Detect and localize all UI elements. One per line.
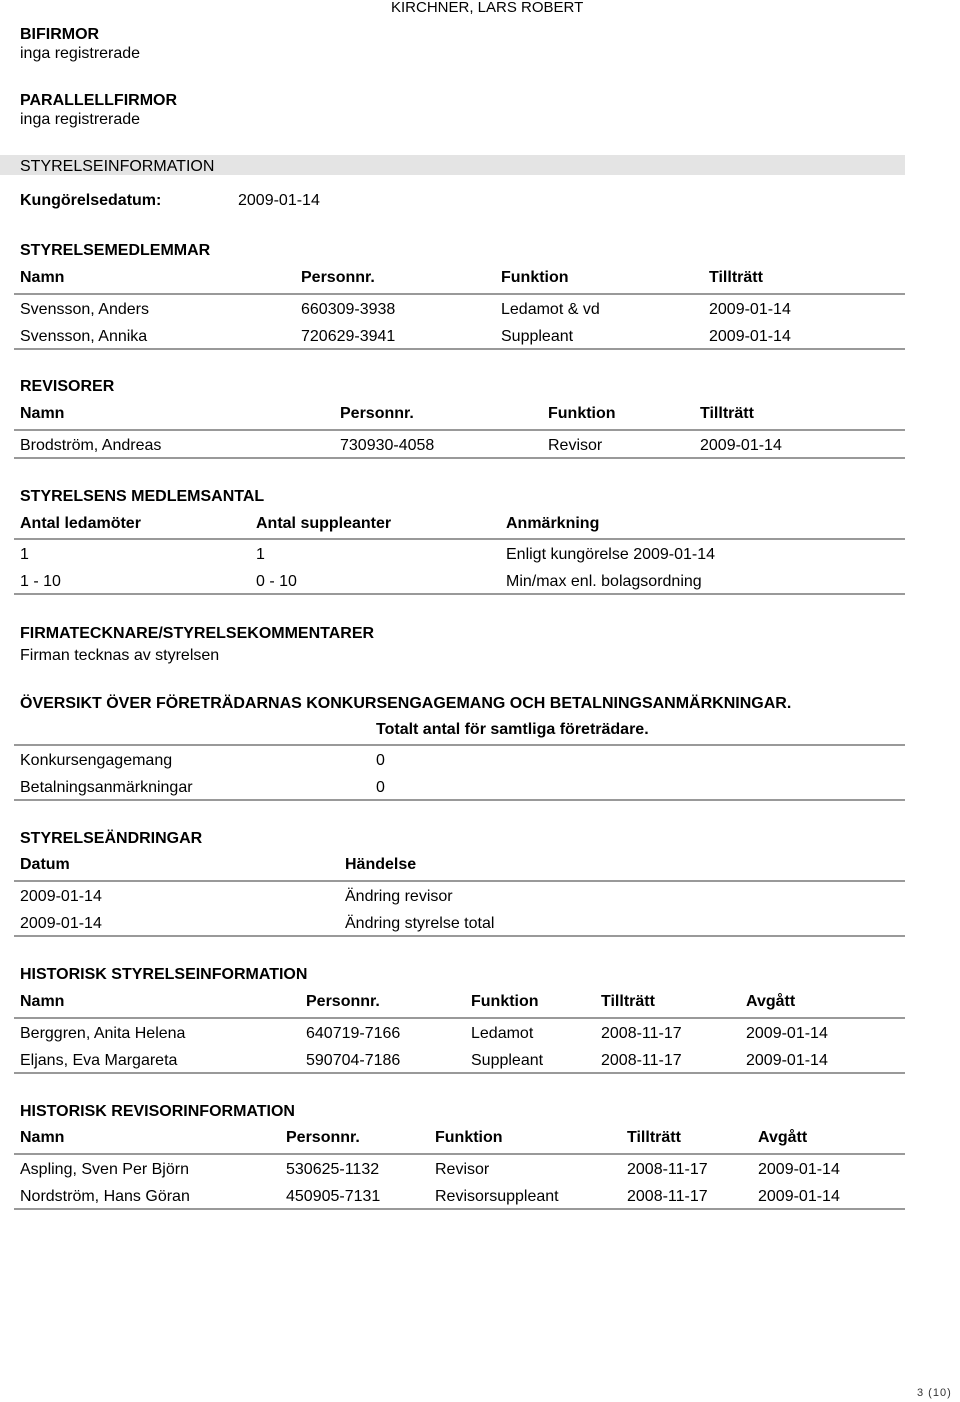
col-anmarkning: Anmärkning — [506, 515, 600, 532]
table-cell: Ledamot & vd — [501, 301, 600, 318]
table-cell: 1 - 10 — [20, 573, 61, 590]
table-cell: 2008-11-17 — [627, 1188, 708, 1205]
table-cell: Aspling, Sven Per Björn — [20, 1161, 189, 1178]
table-cell: Nordström, Hans Göran — [20, 1188, 190, 1205]
table-cell: Revisorsuppleant — [435, 1188, 559, 1205]
col-personnr: Personnr. — [301, 269, 375, 286]
table-cell: 640719-7166 — [306, 1025, 401, 1042]
col-tilltratt: Tillträtt — [601, 993, 655, 1010]
table-cell: 530625-1132 — [286, 1161, 380, 1178]
table-cell: 2008-11-17 — [601, 1025, 682, 1042]
col-datum: Datum — [20, 856, 70, 873]
table-cell: Berggren, Anita Helena — [20, 1025, 186, 1042]
table-cell: 720629-3941 — [301, 328, 396, 345]
styrelseandringar-title: STYRELSEÄNDRINGAR — [20, 830, 203, 847]
col-funktion: Funktion — [435, 1129, 503, 1146]
table-cell: Ledamot — [471, 1025, 534, 1042]
col-tilltratt: Tillträtt — [627, 1129, 681, 1146]
header-person-name: KIRCHNER, LARS ROBERT — [391, 0, 584, 16]
col-tilltratt: Tillträtt — [709, 269, 763, 286]
revisorer-title: REVISORER — [20, 378, 115, 395]
col-antal-suppleanter: Antal suppleanter — [256, 515, 392, 532]
parallellfirmor-text: inga registrerade — [20, 111, 141, 128]
betalningsanmarkningar-value: 0 — [376, 779, 385, 796]
table-cell: Min/max enl. bolagsordning — [506, 573, 702, 590]
table-rule — [14, 744, 905, 746]
table-cell: 1 — [256, 546, 265, 563]
col-antal-ledamoter: Antal ledamöter — [20, 515, 141, 532]
table-cell: 2009-01-14 — [700, 437, 782, 454]
table-cell: 590704-7186 — [306, 1052, 401, 1069]
table-rule — [14, 1072, 905, 1074]
table-cell: 2008-11-17 — [601, 1052, 682, 1069]
col-namn: Namn — [20, 993, 65, 1010]
table-cell: 2009-01-14 — [709, 328, 791, 345]
col-funktion: Funktion — [471, 993, 539, 1010]
col-handelse: Händelse — [345, 856, 417, 873]
table-cell: 1 — [20, 546, 29, 563]
table-rule — [14, 593, 905, 595]
table-cell: Revisor — [435, 1161, 490, 1178]
table-rule — [14, 538, 905, 540]
table-cell: 2009-01-14 — [746, 1052, 828, 1069]
table-rule — [14, 880, 905, 882]
table-cell: 730930-4058 — [340, 437, 435, 454]
historisk-styrelse-title: HISTORISK STYRELSEINFORMATION — [20, 966, 308, 983]
col-personnr: Personnr. — [340, 405, 414, 422]
historisk-revisor-title: HISTORISK REVISORINFORMATION — [20, 1103, 295, 1120]
betalningsanmarkningar-label: Betalningsanmärkningar — [20, 779, 193, 796]
konkursengagemang-value: 0 — [376, 752, 385, 769]
col-namn: Namn — [20, 1129, 65, 1146]
parallellfirmor-title: PARALLELLFIRMOR — [20, 92, 178, 109]
table-cell: Svensson, Annika — [20, 328, 148, 345]
table-cell: 2008-11-17 — [627, 1161, 708, 1178]
table-cell: 2009-01-14 — [758, 1161, 840, 1178]
oversikt-subtitle: Totalt antal för samtliga företrädare. — [376, 721, 649, 738]
table-cell: 0 - 10 — [256, 573, 297, 590]
konkursengagemang-label: Konkursengagemang — [20, 752, 173, 769]
kungorelsedatum-label: Kungörelsedatum: — [20, 192, 162, 209]
col-personnr: Personnr. — [306, 993, 380, 1010]
table-cell: 660309-3938 — [301, 301, 396, 318]
table-rule — [14, 457, 905, 459]
styrelseinformation-title: STYRELSEINFORMATION — [20, 158, 215, 175]
table-cell: 2009-01-14 — [20, 915, 102, 932]
firmatecknare-text: Firman tecknas av styrelsen — [20, 647, 220, 664]
table-rule — [14, 1017, 905, 1019]
table-cell: 2009-01-14 — [746, 1025, 828, 1042]
table-rule — [14, 799, 905, 801]
kungorelsedatum-value: 2009-01-14 — [238, 192, 320, 209]
table-cell: Revisor — [548, 437, 603, 454]
bifirmor-text: inga registrerade — [20, 45, 141, 62]
table-cell: 2009-01-14 — [20, 888, 102, 905]
medlemsantal-title: STYRELSENS MEDLEMSANTAL — [20, 488, 265, 505]
table-cell: Eljans, Eva Margareta — [20, 1052, 178, 1069]
table-cell: Enligt kungörelse 2009-01-14 — [506, 546, 716, 563]
col-avgatt: Avgått — [758, 1129, 808, 1146]
table-cell: Ändring revisor — [345, 888, 453, 905]
table-cell: 2009-01-14 — [709, 301, 791, 318]
table-cell: 2009-01-14 — [758, 1188, 840, 1205]
col-personnr: Personnr. — [286, 1129, 360, 1146]
table-cell: Svensson, Anders — [20, 301, 149, 318]
table-rule — [14, 1208, 905, 1210]
table-cell: Suppleant — [501, 328, 574, 345]
table-cell: Brodström, Andreas — [20, 437, 162, 454]
oversikt-title: ÖVERSIKT ÖVER FÖRETRÄDARNAS KONKURSENGAGEMANG OCH BETALNINGSANMÄRKNINGAR. — [20, 695, 792, 712]
col-avgatt: Avgått — [746, 993, 796, 1010]
page-number: 3 (10) — [917, 1387, 952, 1399]
table-rule — [14, 293, 905, 295]
bifirmor-title: BIFIRMOR — [20, 26, 100, 43]
col-namn: Namn — [20, 269, 65, 286]
col-funktion: Funktion — [548, 405, 616, 422]
table-rule — [14, 348, 905, 350]
col-funktion: Funktion — [501, 269, 569, 286]
styrelsemedlemmar-title: STYRELSEMEDLEMMAR — [20, 242, 211, 259]
col-tilltratt: Tillträtt — [700, 405, 754, 422]
table-rule — [14, 935, 905, 937]
table-cell: Ändring styrelse total — [345, 915, 495, 932]
col-namn: Namn — [20, 405, 65, 422]
table-cell: Suppleant — [471, 1052, 544, 1069]
table-rule — [14, 429, 905, 431]
table-cell: 450905-7131 — [286, 1188, 381, 1205]
firmatecknare-title: FIRMATECKNARE/STYRELSEKOMMENTARER — [20, 625, 375, 642]
table-rule — [14, 1153, 905, 1155]
